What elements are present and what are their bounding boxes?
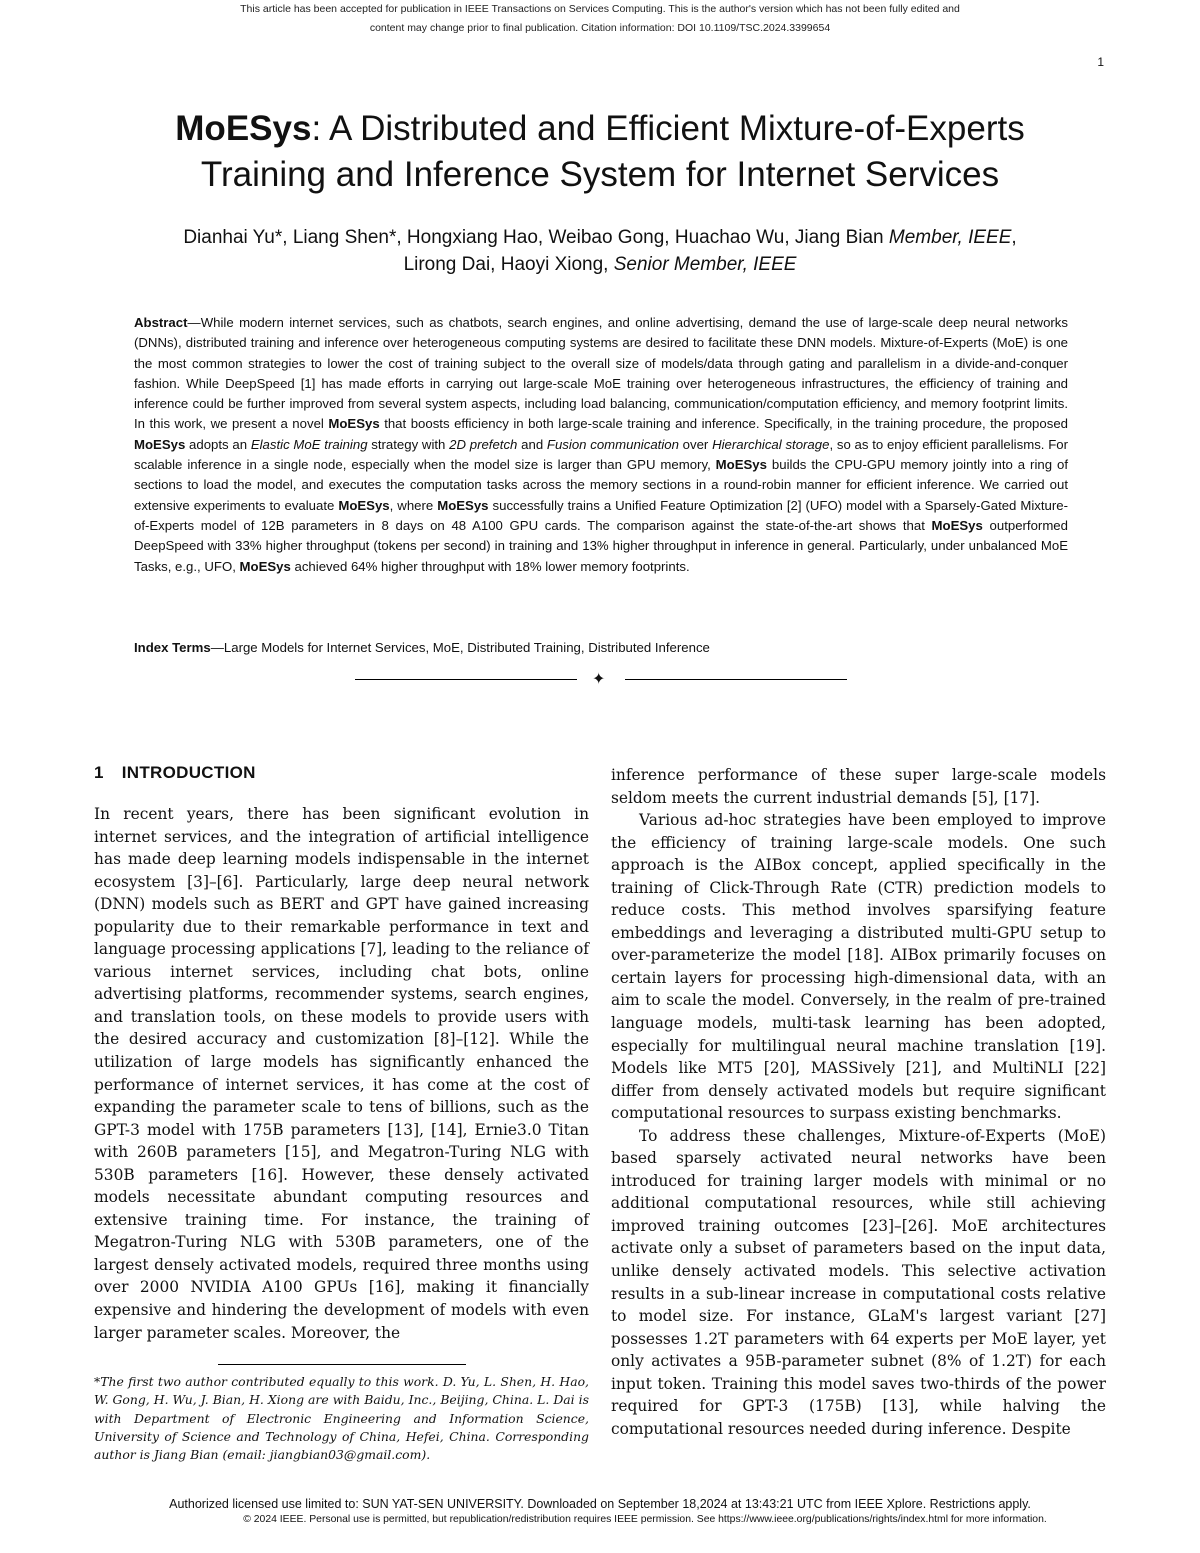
title-line-2: Training and Inference System for Internet Services — [200, 155, 1000, 194]
title-system-name: MoESys — [175, 109, 312, 148]
right-column — [611, 764, 1106, 1440]
index-terms — [134, 638, 1068, 658]
divider-line-right — [625, 679, 847, 680]
publication-notice — [0, 0, 1200, 38]
body-paragraph: inference performance of these super large-scale models seldom meets the current industrial demands [5], [17]. — [611, 766, 1106, 807]
abstract-emphasis: Hierarchical storage — [712, 436, 830, 452]
abstract-emphasis: 2D prefetch — [449, 436, 518, 452]
abstract-emphasis: Fusion communication — [546, 436, 679, 452]
author-names-1: Dianhai Yu*, Liang Shen*, Hongxiang Hao, Weibao Gong, Huachao Wu, Jiang Bian — [183, 227, 889, 248]
abstract-text: successfully trains a Unified Feature Optimization [2] (UFO) model with a Sparsely-Gated Mixture-of-Experts model of 12B parameters in 8 days on 48 A100 GPU cards. The comparison against the state-of-the-art shows that — [134, 497, 1069, 533]
index-terms-text: —Large Models for Internet Services, MoE, Distributed Training, Distributed Inference — [210, 640, 710, 655]
author-line-1 — [60, 224, 1140, 251]
footnote — [94, 1373, 589, 1464]
abstract-text: , where — [389, 497, 438, 513]
footnote-rule — [218, 1364, 466, 1365]
abstract-text: adopts an — [185, 436, 251, 452]
abstract-keyword: MoESys — [931, 517, 983, 533]
abstract-label: Abstract — [134, 315, 188, 330]
license-footer — [0, 1496, 1200, 1528]
author-names-2: Lirong Dai, Haoyi Xiong, — [403, 254, 614, 275]
section-number: 1 — [94, 763, 104, 782]
body-paragraph: In recent years, there has been significant evolution in internet services, and the integration of artificial intelligence has made deep learning models indispensable in the internet ecosystem [3]–[6]. Particularly, large deep neural network (DNN) models such as BERT and GPT have gained increasing popularity due to their remarkable performance in text and language processing applications [7], leading to the reliance of various internet services, including chat bots, online advertising platforms, recommender systems, search engines, and translation tools, on these models to provide users with the desired accuracy and customization [8]–[12]. While the utilization of large models has significantly enhanced the performance of internet services, it has come at the cost of expanding the parameter scale to tens of billions, such as the GPT-3 model with 175B parameters [13], [14], Ernie3.0 Titan with 260B parameters [15], and Megatron-Turing NLG with 530B parameters [16]. However, these densely activated models necessitate abundant computing resources and extensive training time. For instance, the training of Megatron-Turing NLG with 530B parameters, one of the largest densely activated models, required three months using over 2000 NVIDIA A100 GPUs [16], making it financially expensive and hindering the development of models with even larger parameter scales. Moreover, the — [94, 805, 589, 1342]
abstract-text: strategy with — [367, 436, 450, 452]
divider-diamond-icon: ✦ — [592, 671, 606, 688]
page-number: 1 — [1097, 55, 1104, 69]
abstract-keyword: MoESys — [715, 457, 767, 473]
footnote-text: The first two author contributed equally to this work. D. Yu, L. Shen, H. Hao, W. Gong, H. Wu, J. Bian, H. Xiong are with Baidu, Inc., Beijing, China. L. Dai is with Department of Electronic Engineering and Information Science, University of Science and Technology of China, Hefei, China. Corresponding author is Jiang Bian (email: jiangbian03@gmail.com). — [94, 1374, 589, 1463]
left-column — [94, 803, 589, 1344]
abstract-text: , so as to enjoy efficient parallelisms. For scalable inference in a single node, especially when the model size is larger than GPU memory, — [134, 436, 1068, 473]
divider-line-left — [355, 679, 577, 680]
abstract-keyword: MoESys — [239, 558, 291, 574]
section-heading — [94, 763, 256, 783]
body-paragraph: To address these challenges, Mixture-of-Experts (MoE) based sparsely activated neural networks have been introduced for training larger models with minimal or no additional computational resources, while still achieving improved training outcomes [23]–[26]. MoE architectures activate only a subset of parameters based on the input data, unlike densely activated models. This selective activation results in a sub-linear increase in computational costs relative to model size. For instance, GLaM's largest variant [27] possesses 1.2T parameters with 64 experts per MoE layer, yet only activates a 95B-parameter subnet (8% of 1.2T) for each input token. Training this model saves two-thirds of the power required for GPT-3 (175B) [13], while halving the computational resources needed during inference. Despite — [611, 1126, 1106, 1438]
abstract-keyword: MoESys — [134, 436, 186, 452]
body-paragraph: Various ad-hoc strategies have been employed to improve the efficiency of training large-scale models. One such approach is the AIBox concept, applied specifically in the training of Click-Through Rate (CTR) prediction models to reduce costs. This method involves sparsifying feature embeddings and leveraging a distributed multi-GPU setup to over-parameterize the model [18]. AIBox primarily focuses on certain layers for processing high-dimensional data, with an aim to scale the model. Conversely, in the realm of pre-trained language models, multi-task learning has been adopted, especially for multilingual neural machine translation [19]. Models like MT5 [20], MASSively [21], and MultiNLI [22] differ from densely activated models but require significant computational resources to surpass existing benchmarks. — [611, 811, 1106, 1123]
author-line-2 — [60, 251, 1140, 278]
abstract-text: achieved 64% higher throughput with 18% lower memory footprints. — [290, 558, 690, 574]
abstract-text: —While modern internet services, such as chatbots, search engines, and online advertising, demand the use of large-scale deep neural networks (DNNs), distributed training and inference over heterogeneous computing systems are desired to facilitate these DNN models. Mixture-of-Experts (MoE) is one the most common strategies to lower the cost of training subject to the overall size of models/data through gating and parallelism in a divide-and-conquer fashion. While DeepSpeed [1] has made efforts in carrying out large-scale MoE training over heterogeneous infrastructures, the efficiency of training and inference could be further improved from several system aspects, including load balancing, communication/computation efficiency, and memory footprint limits. In this work, we present a novel — [134, 315, 1068, 432]
author-role-member: Member, IEEE — [888, 227, 1012, 248]
author-role-senior: Senior Member, IEEE — [613, 254, 797, 275]
section-divider — [355, 670, 847, 690]
abstract-keyword: MoESys — [328, 416, 380, 432]
footer-line-2: © 2024 IEEE. Personal use is permitted, but republication/redistribution requires IEEE permission. See https://www.ieee.org/publications/rights/index.html for more information. — [243, 1514, 1047, 1525]
abstract-text: over — [678, 436, 713, 452]
author-list — [60, 224, 1140, 278]
abstract-text: builds the CPU-GPU memory jointly into a ring of sections to load the model, and executes the computation tasks across the memory sections in a round-robin manner for efficient inference. We carried out extensive experiments to evaluate — [134, 457, 1068, 513]
abstract-text: outperformed DeepSpeed with 33% higher throughput (tokens per second) in training and 13% higher throughput in inference in general. Particularly, under unbalanced MoE Tasks, e.g., UFO, — [134, 517, 1068, 574]
abstract-keyword: MoESys — [437, 497, 489, 513]
abstract-text: that boosts efficiency in both large-scale training and inference. Specifically, in the training procedure, the proposed — [379, 416, 1068, 432]
paper-title — [60, 106, 1140, 198]
footer-line-1: Authorized licensed use limited to: SUN YAT-SEN UNIVERSITY. Downloaded on September 18,2024 at 13:43:21 UTC from IEEE Xplore. Restrictions apply. — [169, 1497, 1031, 1511]
title-line-1-rest: : A Distributed and Efficient Mixture-of-Experts — [311, 109, 1025, 148]
index-terms-label: Index Terms — [134, 640, 211, 655]
publication-notice-line-1: This article has been accepted for publication in IEEE Transactions on Services Computing. This is the author's version which has not been fully edited and — [240, 3, 960, 15]
author-punct: , — [1011, 227, 1017, 248]
abstract-emphasis: Elastic MoE training — [250, 436, 368, 452]
abstract-text: and — [517, 436, 547, 452]
abstract-keyword: MoESys — [338, 497, 390, 513]
abstract — [134, 313, 1068, 577]
section-title: INTRODUCTION — [121, 763, 256, 782]
publication-notice-line-2: content may change prior to final publication. Citation information: DOI 10.1109/TSC.2024.3399654 — [369, 22, 831, 34]
footnote-marker: * — [94, 1374, 101, 1389]
